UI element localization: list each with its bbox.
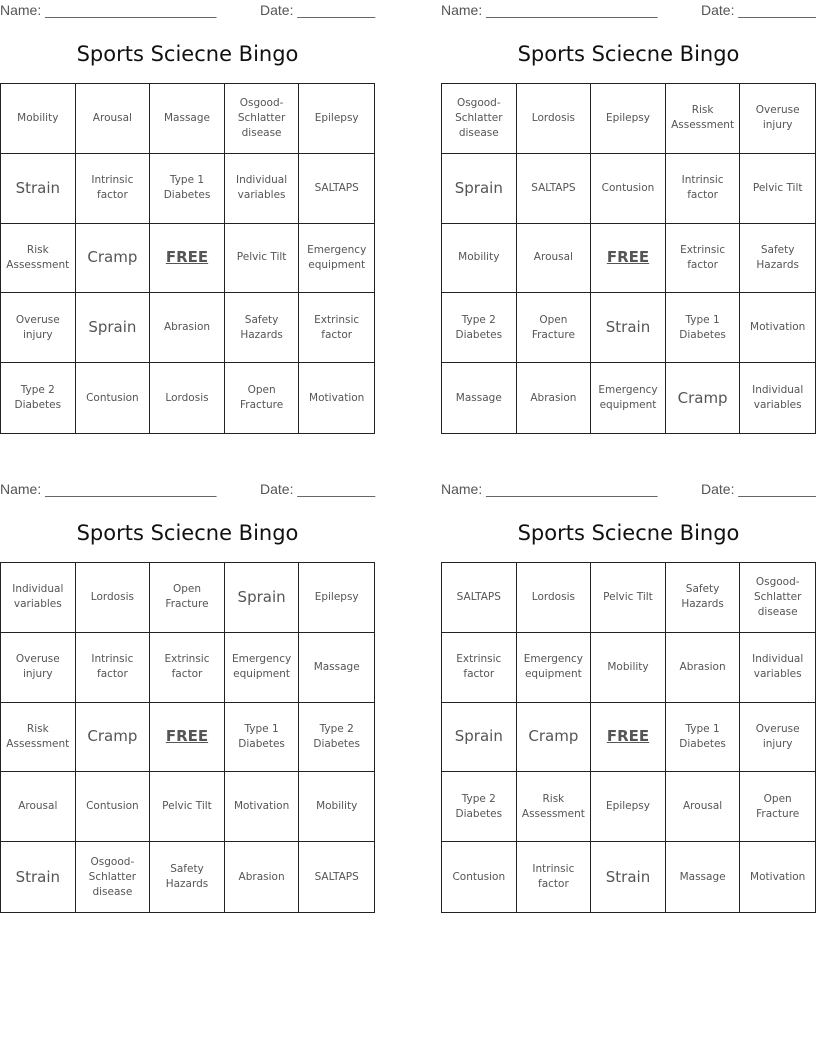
bingo-cell: Osgood-Schlatter disease (442, 84, 517, 154)
bingo-cell: Abrasion (150, 293, 225, 363)
bingo-cell: Safety Hazards (225, 293, 300, 363)
bingo-cell: Massage (150, 84, 225, 154)
bingo-grid (441, 562, 816, 913)
bingo-cell: Mobility (1, 84, 76, 154)
bingo-cell: Mobility (442, 224, 517, 294)
bingo-cell: Cramp (517, 703, 592, 773)
bingo-cell: Risk Assessment (1, 703, 76, 773)
bingo-cell: Type 1 Diabetes (150, 154, 225, 224)
bingo-grid (0, 562, 375, 913)
bingo-cell: Osgood-Schlatter disease (225, 84, 300, 154)
bingo-cell: Individual variables (740, 633, 815, 703)
date-field: Date: __________ (260, 2, 376, 18)
bingo-cell: Mobility (299, 772, 374, 842)
bingo-cell: Type 1 Diabetes (225, 703, 300, 773)
bingo-cell: Emergency equipment (299, 224, 374, 294)
date-field: Date: __________ (701, 2, 816, 18)
bingo-cell: Lordosis (517, 84, 592, 154)
bingo-cell: Type 2 Diabetes (299, 703, 374, 773)
bingo-cell: Contusion (591, 154, 666, 224)
bingo-cell: Osgood-Schlatter disease (740, 563, 815, 633)
bingo-cell: Sprain (225, 563, 300, 633)
bingo-grid (0, 83, 375, 434)
bingo-card (441, 479, 816, 915)
bingo-cell: Strain (591, 842, 666, 912)
bingo-cell: Lordosis (517, 563, 592, 633)
bingo-cell: Type 1 Diabetes (666, 703, 741, 773)
card-header (0, 2, 375, 20)
bingo-cell: Osgood-Schlatter disease (76, 842, 151, 912)
bingo-cell: Type 2 Diabetes (442, 772, 517, 842)
bingo-cell: Safety Hazards (150, 842, 225, 912)
bingo-cell: Epilepsy (591, 772, 666, 842)
card-title: Sports Sciecne Bingo (76, 42, 299, 66)
bingo-grid (441, 83, 816, 434)
free-space: FREE (150, 703, 225, 773)
card-title: Sports Sciecne Bingo (517, 521, 740, 545)
bingo-card (0, 0, 375, 436)
bingo-cell: Arousal (666, 772, 741, 842)
bingo-cell: Pelvic Tilt (591, 563, 666, 633)
bingo-cell: Type 2 Diabetes (1, 363, 76, 433)
bingo-cell: Cramp (666, 363, 741, 433)
bingo-cell: Extrinsic factor (666, 224, 741, 294)
bingo-cell: Sprain (76, 293, 151, 363)
bingo-cell: Lordosis (150, 363, 225, 433)
name-field: Name: ______________________ (0, 2, 217, 18)
date-field: Date: __________ (260, 481, 376, 497)
bingo-cell: Intrinsic factor (666, 154, 741, 224)
bingo-cell: Strain (591, 293, 666, 363)
bingo-cell: Risk Assessment (666, 84, 741, 154)
bingo-cell: Overuse injury (1, 293, 76, 363)
bingo-cell: Emergency equipment (591, 363, 666, 433)
bingo-cell: Open Fracture (517, 293, 592, 363)
bingo-cell: Motivation (750, 870, 806, 883)
bingo-cell: Overuse injury (740, 703, 815, 773)
bingo-cell: Motivation (225, 772, 300, 842)
bingo-cell: Intrinsic factor (76, 154, 151, 224)
card-title: Sports Sciecne Bingo (76, 521, 299, 545)
bingo-cell: Contusion (76, 363, 151, 433)
bingo-cell: Open Fracture (225, 363, 300, 433)
bingo-cell: Mobility (591, 633, 666, 703)
bingo-cell: Motivation (740, 293, 815, 363)
bingo-cell: Arousal (517, 224, 592, 294)
bingo-cell: Pelvic Tilt (150, 772, 225, 842)
card-header (0, 481, 375, 499)
bingo-cell: Abrasion (225, 842, 300, 912)
bingo-cell: Lordosis (76, 563, 151, 633)
bingo-cell: Pelvic Tilt (740, 154, 815, 224)
bingo-cell: Overuse injury (1, 633, 76, 703)
bingo-cell: Open Fracture (740, 772, 815, 842)
bingo-cell: Type 1 Diabetes (666, 293, 741, 363)
bingo-cell: Emergency equipment (225, 633, 300, 703)
bingo-cell: Intrinsic factor (517, 842, 592, 912)
bingo-cell: Contusion (76, 772, 151, 842)
bingo-cell: Abrasion (666, 633, 741, 703)
bingo-cell: Risk Assessment (1, 224, 76, 294)
bingo-cell: Cramp (76, 703, 151, 773)
bingo-cell: Strain (1, 154, 76, 224)
bingo-cell: Epilepsy (591, 84, 666, 154)
date-field: Date: __________ (701, 481, 816, 497)
bingo-cell: Pelvic Tilt (225, 224, 300, 294)
bingo-cell: Massage (666, 842, 741, 912)
name-field: Name: ______________________ (441, 481, 658, 497)
bingo-cell: Intrinsic factor (76, 633, 151, 703)
card-header (441, 481, 816, 499)
bingo-cell: Sprain (442, 703, 517, 773)
card-header (441, 2, 816, 20)
bingo-cell: Individual variables (225, 154, 300, 224)
bingo-cell: Emergency equipment (517, 633, 592, 703)
bingo-cell: Massage (442, 363, 517, 433)
bingo-cell: Abrasion (517, 363, 592, 433)
bingo-cell: Individual variables (1, 563, 76, 633)
bingo-cell: Arousal (76, 84, 151, 154)
free-space: FREE (150, 224, 225, 294)
name-field: Name: ______________________ (0, 481, 217, 497)
name-field: Name: ______________________ (441, 2, 658, 18)
bingo-cell: Risk Assessment (517, 772, 592, 842)
bingo-cell: Overuse injury (740, 84, 815, 154)
bingo-cell: SALTAPS (299, 154, 374, 224)
bingo-cell: Arousal (1, 772, 76, 842)
bingo-cell: SALTAPS (442, 563, 517, 633)
bingo-cell: Type 2 Diabetes (442, 293, 517, 363)
bingo-cell: SALTAPS (517, 154, 592, 224)
bingo-cell: Safety Hazards (740, 224, 815, 294)
bingo-cell: Epilepsy (299, 84, 374, 154)
bingo-cell: Motivation (309, 391, 365, 404)
bingo-cell: Epilepsy (299, 563, 374, 633)
bingo-cell: Massage (299, 633, 374, 703)
bingo-cell: Safety Hazards (666, 563, 741, 633)
bingo-cell: SALTAPS (314, 870, 359, 883)
bingo-cell: Extrinsic factor (150, 633, 225, 703)
bingo-cell: Strain (1, 842, 76, 912)
free-space: FREE (591, 703, 666, 773)
bingo-cell: Cramp (76, 224, 151, 294)
bingo-card (441, 0, 816, 436)
bingo-cell: Individual variables (752, 384, 804, 412)
bingo-cell: Extrinsic factor (299, 293, 374, 363)
bingo-cell: Open Fracture (150, 563, 225, 633)
bingo-card (0, 479, 375, 915)
bingo-cell: Contusion (442, 842, 517, 912)
card-title: Sports Sciecne Bingo (517, 42, 740, 66)
bingo-cell: Sprain (442, 154, 517, 224)
free-space: FREE (591, 224, 666, 294)
bingo-cell: Extrinsic factor (442, 633, 517, 703)
